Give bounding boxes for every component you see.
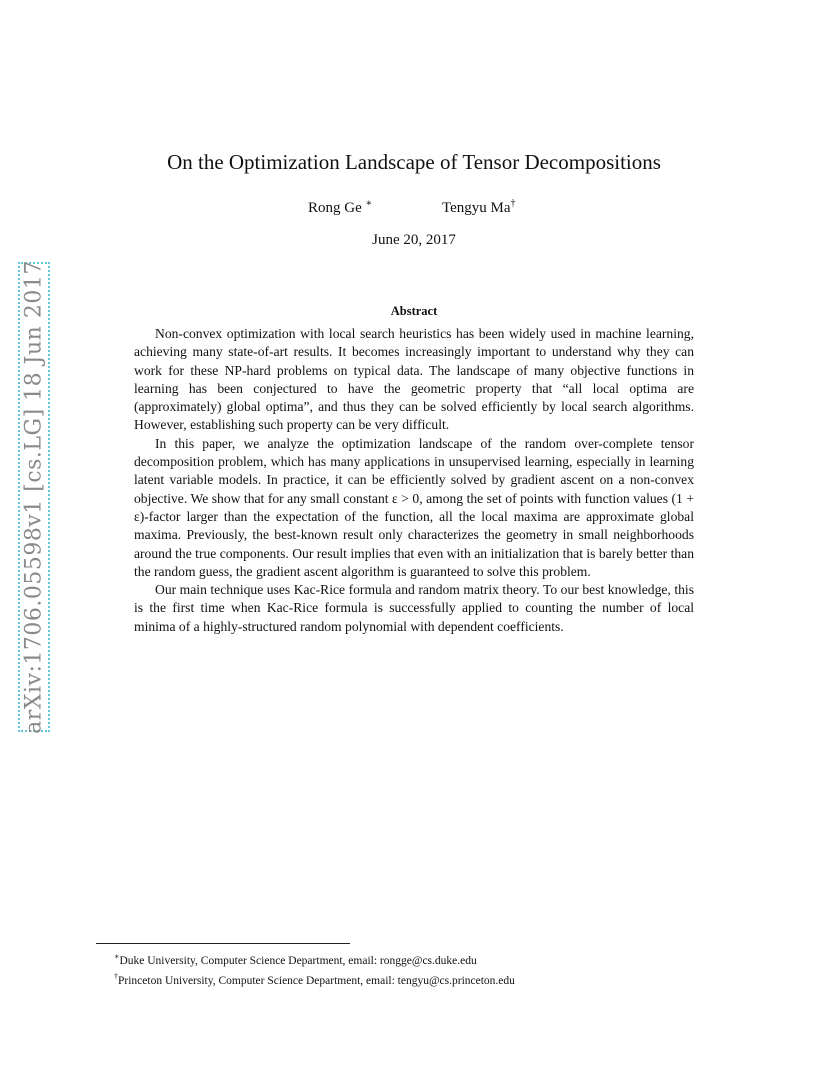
footnote <box>114 949 734 969</box>
author-footnote-mark: ∗ <box>365 198 373 209</box>
footnote-mark: ∗ <box>114 952 120 961</box>
footnote-rule <box>96 943 350 944</box>
paper-title: On the Optimization Landscape of Tensor Decompositions <box>167 150 661 174</box>
footnote <box>114 969 734 989</box>
abstract-heading: Abstract <box>390 304 438 318</box>
author <box>442 198 516 217</box>
arxiv-stamp <box>18 262 50 732</box>
abstract-body <box>134 325 694 636</box>
abstract-paragraph: Our main technique uses Kac-Rice formula and random matrix theory. To our best knowledge, this is the first time when Kac-Rice formula is successfully applied to counting the number of local minima of a highly-structured random polynomial with dependent coefficients. <box>134 582 694 634</box>
footnote-text: Duke University, Computer Science Department, email: rongge@cs.duke.edu <box>119 954 477 967</box>
author-footnote-mark: † <box>510 198 516 209</box>
footnote-mark: † <box>114 972 118 982</box>
paper-date: June 20, 2017 <box>372 232 456 248</box>
arxiv-stamp-text: arXiv:1706.05598v1 [cs.LG] 18 Jun 2017 <box>21 260 47 734</box>
author <box>308 198 372 217</box>
author-name: Rong Ge <box>308 200 362 216</box>
abstract-paragraph: In this paper, we analyze the optimization landscape of the random over-complete tensor decomposition problem, which has many applications in unsupervised learning, especially in learning latent variable models. In practice, it can be efficiently solved by gradient ascent on a non-convex objective. We show that for any small constant ε > 0, among the set of points with function values (1 + ε)-factor larger than the expectation of the function, all the local maxima are approximate global maxima. Previously, the best-known result only characterizes the geometry in small neighborhoods around the true components. Our result implies that even with an initialization that is barely better than the random guess, the gradient ascent algorithm is guaranteed to solve this problem. <box>134 435 694 579</box>
abstract-paragraph: Non-convex optimization with local search heuristics has been widely used in machine learning, achieving many state-of-art results. It becomes increasingly important to understand why they can work for these NP-hard problems on typical data. The landscape of many objective functions in learning has been conjectured to have the geometric property that “all local optima are (approximately) global optima”, and thus they can be solved efficiently by local search algorithms. However, establishing such property can be very difficult. <box>134 326 694 433</box>
author-name: Tengyu Ma <box>442 200 511 216</box>
footnote-text: Princeton University, Computer Science Department, email: tengyu@cs.princeton.edu <box>118 975 515 988</box>
footnotes <box>114 949 734 990</box>
